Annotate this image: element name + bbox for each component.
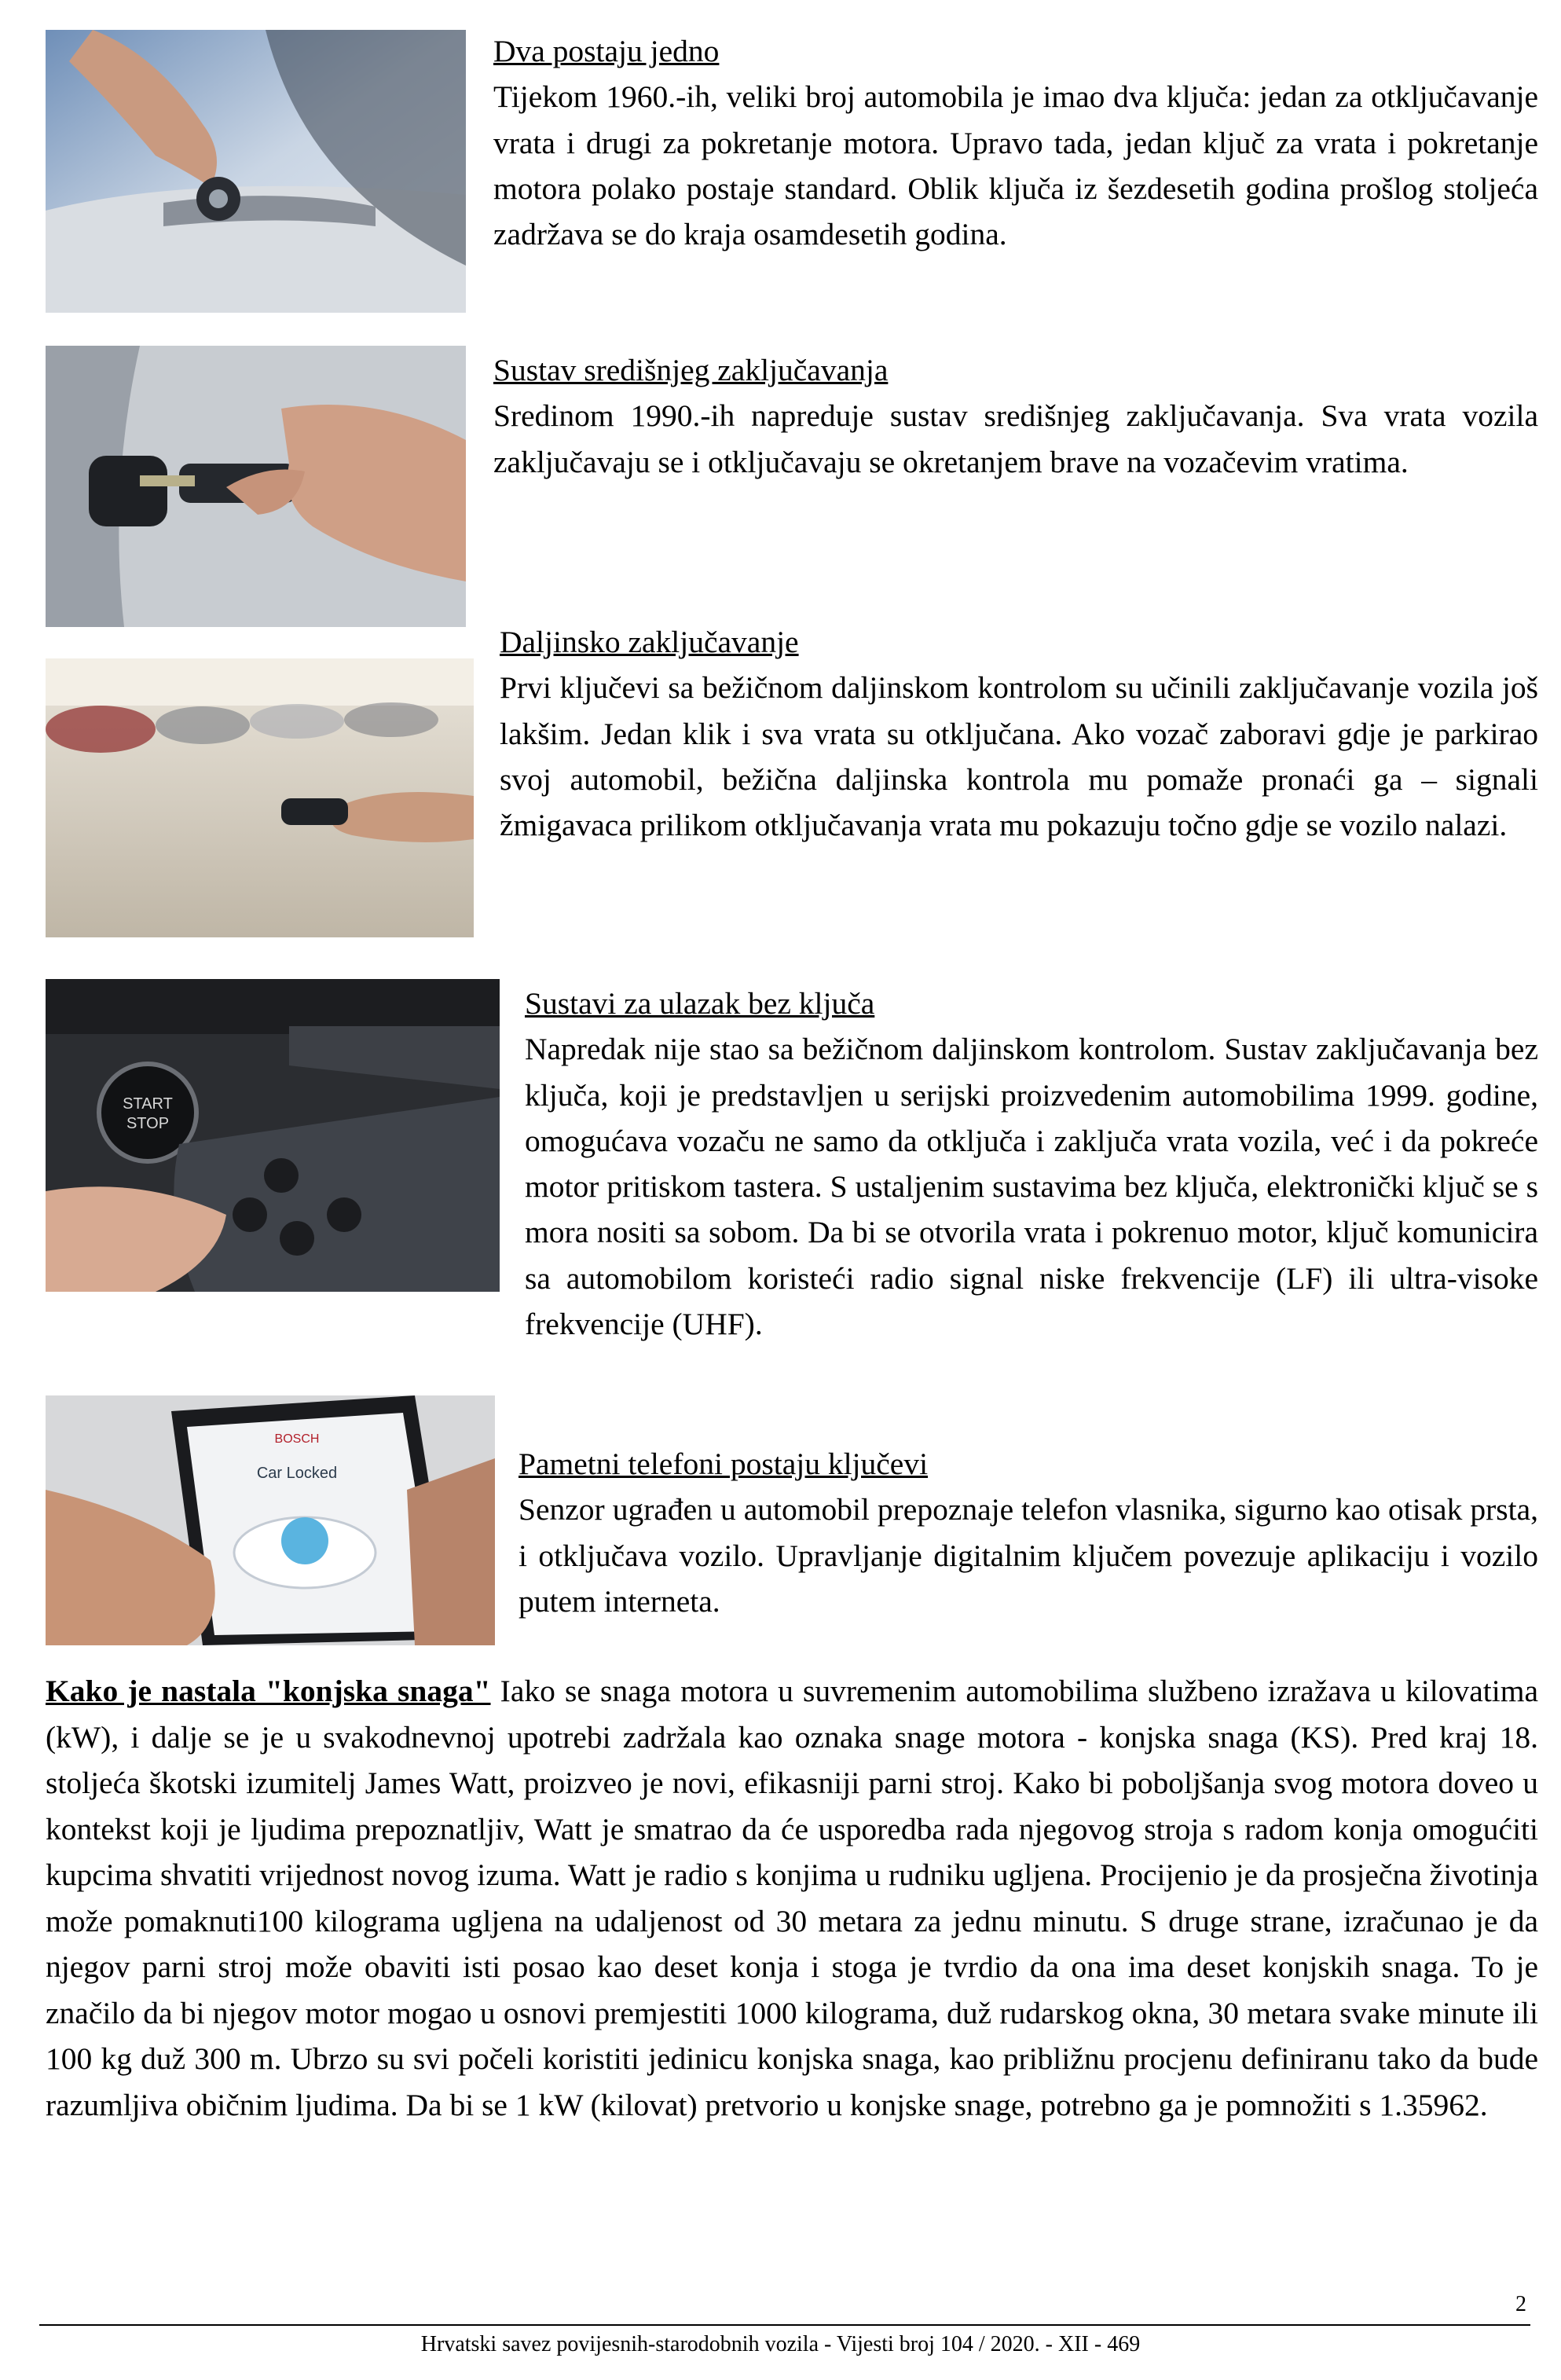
phone-status: Car Locked	[256, 1465, 338, 1482]
start-stop-label-line2: STOP	[126, 1115, 170, 1132]
section-heading: Sustav središnjeg zaključavanja	[493, 353, 889, 387]
horsepower-body: Iako se snaga motora u suvremenim automobilima službeno izražava u kilovatima (kW), i dalje se je u svakodnevnoj upotrebi zadržala kao oznaka snage motora - konjska snaga (KS). Pred kraj 18. stoljeća škotski izumitelj James Watt, proizveo je novi, efikasniji parni stroj. Kako bi poboljšanja svog motora doveo u kontekst koji je ljudima prepoznatljiv, Watt je smatrao da će usporedba rada njegovog stroja s radom konja omogućiti kupcima shvatiti vrijednost novog izuma. Watt je radio s konjima u rudniku ugljena. Procijenio je da prosječna životinja može pomaknuti100 kilograma ugljena na udaljenost od 30 metara za jednu minutu. S druge strane, izračunao je da njegov parni stroj može obaviti isti posao kao deset konja i stoga je tvrdio da ona ima deset konjskih snaga. To je značilo da bi njegov motor mogao u osnovi premjestiti 1000 kilograma, duž rudarskog okna, 30 metara svake minute ili 100 kg duž 300 m. Ubrzo su svi počeli koristiti jedinicu konjska snaga, kao približnu procjenu definiranu tako da bude razumljiva običnim ljudima. Da bi se 1 kW (kilovat) pretvorio u konjske snage, potrebno ga je pomnožiti s 1.35962.	[46, 1674, 1538, 2122]
phone-brand: BOSCH	[274, 1432, 320, 1446]
photo-key-in-lock	[46, 346, 466, 627]
section-body: Prvi ključevi sa bežičnom daljinskom kontrolom su učinili zaključavanje vozila još lakšim. Jedan klik i sva vrata su otključana. Ako vozač zaboravi gdje je parkirao svoj automobil, bežična daljinska kontrola mu pomaže pronaći ga – signali žmigavaca prilikom otključavanja vrata mu pokazuju točno gdje se vozilo nalazi.	[500, 670, 1538, 843]
horsepower-article	[46, 1668, 1538, 2128]
section-body: Tijekom 1960.-ih, veliki broj automobila je imao dva ključa: jedan za otključavanje vrata i drugi za pokretanje motora. Upravo tada, jedan ključ za vrata i pokretanje motora polako postaje standard. Oblik ključa iz šezdesetih godina prošlog stoljeća zadržava se do kraja osamdesetih godina.	[493, 79, 1538, 252]
section-heading: Sustavi za ulazak bez ključa	[525, 986, 875, 1021]
page-number: 2	[1515, 2292, 1526, 2316]
photo-remote-parking	[46, 658, 474, 937]
photo-key-in-door	[46, 30, 466, 313]
photo-smartphone-key	[46, 1395, 495, 1645]
section-daljinsko-zakljucavanje	[500, 619, 1538, 848]
section-pametni-telefoni	[519, 1441, 1538, 1624]
footer-text: Hrvatski savez povijesnih-starodobnih vozila - Vijesti broj 104 / 2020. - XII - 469	[420, 2332, 1141, 2356]
section-heading: Pametni telefoni postaju ključevi	[519, 1447, 929, 1481]
section-ulazak-bez-kljuca	[46, 981, 1538, 1347]
section-body: Sredinom 1990.-ih napreduje sustav središnjeg zaključavanja. Sva vrata vozila zaključavaju se i otključavaju se okretanjem brave na vozačevim vratima.	[493, 398, 1538, 479]
section-body: Senzor ugrađen u automobil prepoznaje telefon vlasnika, sigurno kao otisak prsta, i otključava vozilo. Upravljanje digitalnim ključem povezuje aplikaciju i vozilo putem interneta.	[519, 1492, 1538, 1619]
section-body: Napredak nije stao sa bežičnom daljinskom kontrolom. Sustav zaključavanja bez ključa, koji je predstavljen u serijski proizvedenim automobilima 1999. godine, omogućava vozaču ne samo da otključa i zaključa vrata vozila, već i da pokreće motor pritiskom tastera. S ustaljenim sustavima bez ključa, elektronički ključ se s mora nositi sa sobom. Da bi se otvorila vrata i pokrenuo motor, ključ komunicira sa automobilom koristeći radio signal niske frekvencije (LF) ili ultra-visoke frekvencije (UHF).	[525, 1032, 1538, 1342]
horsepower-title: Kako je nastala "konjska snaga"	[46, 1674, 491, 1708]
footer-divider	[39, 2324, 1530, 2326]
section-dva-postaju-jedno	[493, 28, 1538, 257]
section-sredisnje-zakljucavanje	[493, 347, 1538, 485]
section-heading: Daljinsko zaključavanje	[500, 625, 799, 659]
section-heading: Dva postaju jedno	[493, 34, 720, 68]
start-stop-label-line1: START	[123, 1095, 173, 1113]
